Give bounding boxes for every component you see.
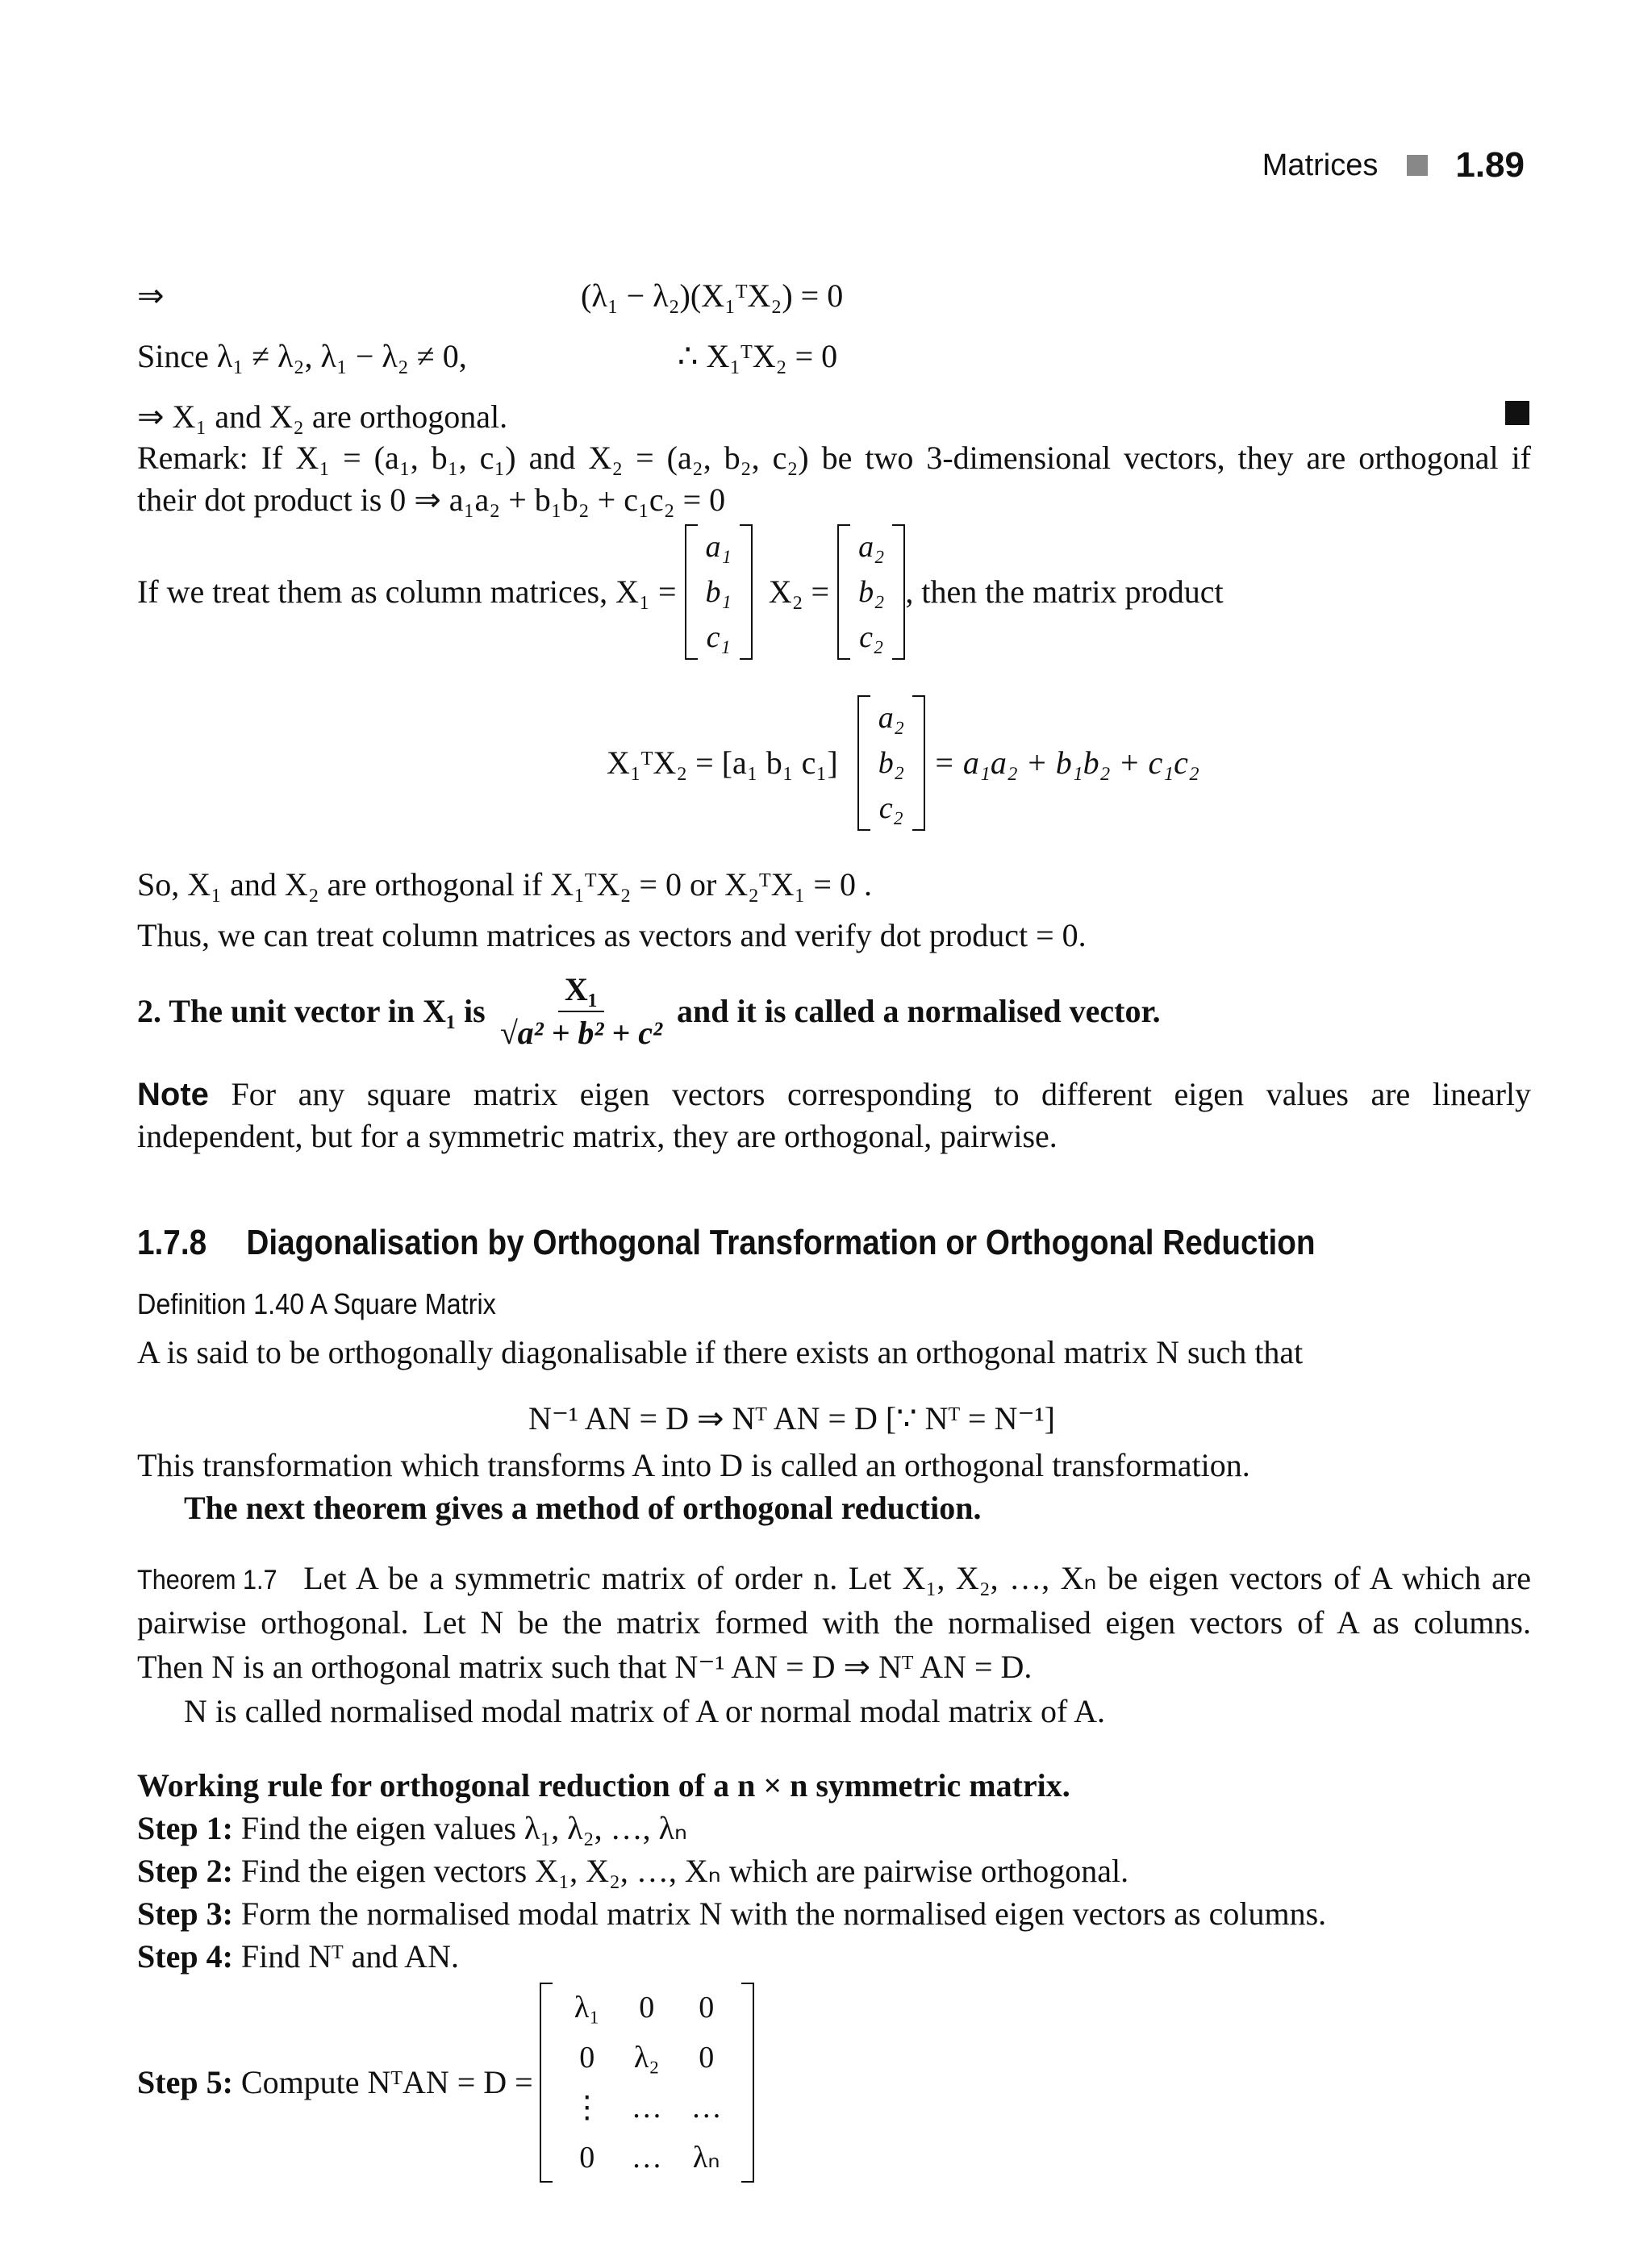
step-label: Step 1: (137, 1810, 233, 1846)
matrix-cell: … (631, 2141, 662, 2175)
step-label: Step 3: (137, 1895, 233, 1932)
matrix-cell: 0 (579, 2041, 595, 2075)
matrix-cell: ⋮ (571, 2091, 603, 2125)
section-heading (137, 1224, 1316, 1262)
qed-square-icon (1505, 401, 1529, 425)
definition-line-1: A is said to be orthogonally diagonalisable if there exists an orthogonal matrix N such that (137, 1334, 1304, 1370)
theorem-line-3: Then N is an orthogonal matrix such that N⁻¹ AN = D ⇒ Nᵀ AN = D. (137, 1649, 1032, 1685)
matrix-cell: … (690, 2091, 722, 2125)
matrix-cell: b₂ (878, 746, 904, 780)
fraction-denominator: √a² + b² + c² (499, 1015, 662, 1051)
matrix-d (540, 1983, 754, 2183)
step-text: Find Nᵀ and AN. (240, 1938, 459, 1975)
step-5 (137, 1983, 754, 2183)
since-line: Since λ₁ ≠ λ₂, λ₁ − λ₂ ≠ 0, (137, 338, 467, 374)
matrix-x1 (685, 524, 753, 660)
note-text-1: For any square matrix eigen vectors corresponding to different eigen values are linearly (231, 1076, 1532, 1112)
step-text: Find the eigen values λ₁, λ₂, …, λₙ (240, 1810, 687, 1846)
note-line-1 (137, 1077, 1531, 1112)
theorem-line-2: pairwise orthogonal. Let N be the matrix formed with the normalised eigen vectors of A as columns. (137, 1604, 1531, 1641)
unit-vector-post: and it is called a normalised vector. (676, 993, 1161, 1029)
matrix-cell: 0 (639, 1991, 655, 2025)
matrix-cell: … (631, 2091, 662, 2125)
matrix-cell: λₙ (692, 2141, 720, 2175)
implies-arrow: ⇒ (137, 277, 165, 314)
step-3 (137, 1896, 1326, 1932)
matrix-cell: b₂ (858, 575, 885, 609)
theorem-text-1: Let A be a symmetric matrix of order n. Let X₁, X₂, …, Xₙ be eigen vectors of A which are (303, 1560, 1532, 1596)
matrix-cell: c₁ (706, 620, 731, 654)
fraction-numerator: X₁ (558, 972, 604, 1012)
matrix-x2 (837, 524, 905, 660)
definition-line-3: The next theorem gives a method of orthogonal reduction. (184, 1490, 982, 1526)
remark-line-2: their dot product is 0 ⇒ a₁a₂ + b₁b₂ + c₁c₂ = 0 (137, 482, 726, 518)
step-label: Step 4: (137, 1938, 233, 1975)
step-2 (137, 1854, 1128, 1889)
remark-line-1: Remark: If X₁ = (a₁, b₁, c₁) and X₂ = (a₂, b₂, c₂) be two 3-dimensional vectors, they are orthogonal if (137, 440, 1531, 476)
equation-1: (λ₁ − λ₂)(X₁ᵀX₂) = 0 (581, 277, 844, 314)
then-text: , then the matrix product (905, 573, 1224, 610)
matrix-x2-col (857, 695, 925, 831)
note-line-2: independent, but for a symmetric matrix, they are orthogonal, pairwise. (137, 1118, 1058, 1154)
matrix-cell: 0 (579, 2141, 595, 2175)
product-lhs: X₁ᵀX₂ = [a₁ b₁ c₁] (607, 744, 838, 781)
step-text: Compute NᵀAN = D = (240, 2064, 533, 2100)
implies-line (137, 278, 165, 314)
matrix-cell: λ₂ (633, 2041, 660, 2075)
section-number: 1.7.8 (137, 1223, 207, 1262)
matrix-cell: a₂ (878, 701, 904, 735)
unit-vector-fraction (500, 972, 662, 1051)
unit-vector-pre: 2. The unit vector in X₁ is (137, 993, 486, 1029)
matrix-cell: b₁ (705, 575, 732, 609)
working-rule-title: Working rule for orthogonal reduction of a n × n symmetric matrix. (137, 1767, 1070, 1804)
page-number: 1.89 (1455, 145, 1525, 185)
section-title: Diagonalisation by Orthogonal Transformation or Orthogonal Reduction (246, 1223, 1316, 1262)
definition-equation: N⁻¹ AN = D ⇒ Nᵀ AN = D [∵ Nᵀ = N⁻¹] (528, 1400, 1055, 1437)
column-matrix-text: If we treat them as column matrices, X₁ = (137, 573, 677, 610)
orthogonal-line: ⇒ X₁ and X₂ are orthogonal. (137, 398, 508, 435)
step-label: Step 2: (137, 1853, 233, 1889)
product-equation (607, 695, 1199, 831)
matrix-cell: λ₁ (574, 1991, 600, 2025)
theorem-line-1 (137, 1561, 1531, 1596)
step-4 (137, 1939, 459, 1975)
definition-label: Definition 1.40 A Square Matrix (137, 1287, 496, 1320)
theorem-line-4: N is called normalised modal matrix of A or normal modal matrix of A. (184, 1693, 1105, 1729)
unit-vector-line (137, 972, 1161, 1051)
matrix-cell: 0 (699, 1991, 715, 2025)
matrix-cell: c₂ (859, 620, 884, 654)
step-text: Find the eigen vectors X₁, X₂, …, Xₙ which are pairwise orthogonal. (240, 1853, 1129, 1889)
running-header (1262, 145, 1525, 186)
matrix-cell: 0 (699, 2041, 715, 2075)
column-matrix-line (137, 524, 1224, 660)
so-line: So, X₁ and X₂ are orthogonal if X₁ᵀX₂ = 0 or X₂ᵀX₁ = 0 . (137, 866, 872, 903)
matrix-cell: a₂ (858, 530, 885, 564)
product-rhs: = a₁a₂ + b₁b₂ + c₁c₂ (932, 744, 1199, 781)
step-label: Step 5: (137, 2064, 233, 2100)
matrix-cell: a₁ (705, 530, 732, 564)
step-text: Form the normalised modal matrix N with the normalised eigen vectors as columns. (240, 1895, 1327, 1932)
note-label: Note (137, 1077, 209, 1112)
x2-equals: X₂ = (768, 573, 830, 610)
equation-2: ∴ X₁ᵀX₂ = 0 (678, 338, 838, 374)
header-section: Matrices (1262, 148, 1379, 182)
matrix-cell: c₂ (878, 791, 903, 825)
theorem-label: Theorem 1.7 (137, 1565, 277, 1595)
step-1 (137, 1811, 687, 1846)
thus-line: Thus, we can treat column matrices as vectors and verify dot product = 0. (137, 917, 1087, 953)
definition-line-2: This transformation which transforms A into D is called an orthogonal transformation. (137, 1447, 1250, 1483)
header-square-icon (1407, 155, 1428, 176)
